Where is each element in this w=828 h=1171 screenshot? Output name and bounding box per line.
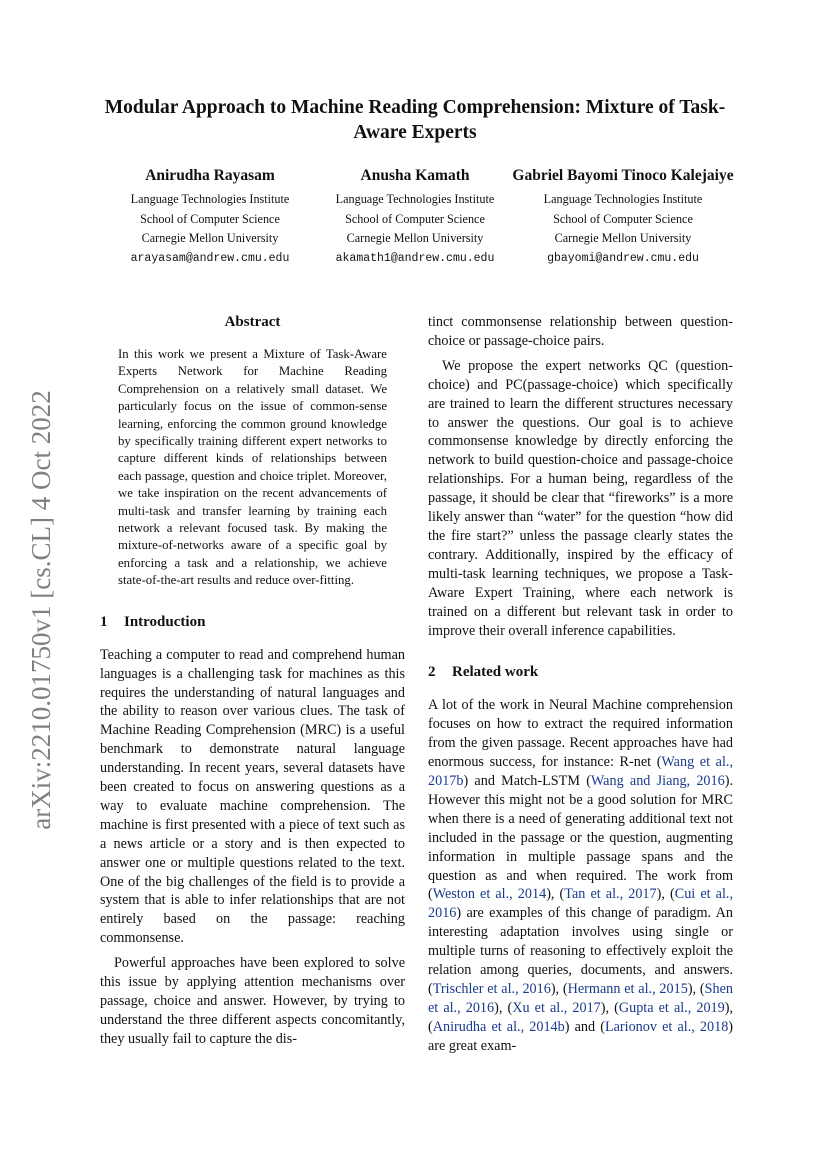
citation-link[interactable]: Wang and Jiang, 2016 [590, 773, 725, 790]
author-block [95, 166, 325, 269]
author-email: akamath1@andrew.cmu.edu [335, 251, 495, 265]
author-name: Anirudha Rayasam [145, 167, 275, 184]
citation-link[interactable]: Weston et al., 2014 [432, 886, 547, 903]
intro-paragraph-continued: tinct commonsense relationship between question-choice or passage-choice pairs. [428, 314, 733, 349]
citation-link[interactable]: Larionov et al., 2018 [604, 1018, 729, 1035]
arxiv-identifier: arXiv:2210.01750v1 [cs.CL] 4 Oct 2022 [26, 390, 56, 830]
citation-link[interactable]: Trischler et al., 2016 [432, 981, 551, 997]
intro-paragraph: We propose the expert networks QC (question-choice) and PC(passage-choice) which specifically are trained to learn the different structures necessary to answer the questions. Our goal is to achieve commonsense knowledge by directly enforcing the network to build question-choice and passage-choice relationships. For a human being, regardless of the passage, it should be clear that “fireworks” is a more likely answer than “water” for the question “how did the fire start?” unless the passage clearly states the contrary. Additionally, inspired by the efficacy of multi-task learning techniques, we propose a Task-Aware Expert Training, where each network is trained on a different but relevant task in order to improve their overall inference capabilities. [428, 357, 733, 639]
author-affiliation: School of Computer Science [345, 211, 485, 226]
right-column [428, 313, 733, 1056]
author-affiliation: Carnegie Mellon University [346, 231, 484, 245]
abstract-text: In this work we present a Mixture of Task-Aware Experts Network for Machine Reading Comprehension on a relatively small dataset. We particularly focus on the issue of common-sense learning, enforcing the common ground knowledge by specifically training different expert networks to capture different kinds of relationships between each passage, question and choice triplet. Moreover, we take inspiration on the recent advancements of multi-task and transfer learning by training each network a relevant focused task. By making the mixture-of-networks aware of a specific goal by enforcing a task and a relationship, we achieve state-of-the-art results and reduce over-fitting. [118, 347, 387, 588]
citation-link[interactable]: Xu et al., 2017 [512, 999, 601, 1016]
section-title: Related work [452, 664, 539, 681]
related-work-paragraph: A lot of the work in Neural Machine comprehension focuses on how to extract the required information from the given passage. Recent approaches have had enormous success, for instance: R-net (Wang et al., 2017b) and Match-LSTM (Wang and Jiang, 2016). However this might not be a good solution for MRC when there is a need of generating additional text not included in the passage or the question, augmenting information in multiple passage spans and the question as and when required. The work from (Weston et al., 2014), (Tan et al., 2017), (Cui et al., 2016) are examples of this change of paradigm. An interesting adaptation involves using single or multiple turns of reasoning to effectively exploit the relation among queries, documents, and answers. (Trischler et al., 2016), (Hermann et al., 2015), (Shen et al., 2016), (Xu et al., 2017), (Gupta et al., 2019), (Anirudha et al., 2014b) and (Larionov et al., 2018) are great exam- [428, 697, 734, 1054]
paper-title: Modular Approach to Machine Reading Comprehension: Mixture of Task-Aware Experts [104, 97, 726, 143]
section-number: 2 [428, 664, 436, 681]
intro-paragraph: Powerful approaches have been explored to solve this issue by applying attention mechanisms over passage, choice and answer. However, by trying to understand the three different aspects concomitantly, they usually fail to capture the dis- [100, 955, 405, 1047]
author-affiliation: Language Technologies Institute [335, 192, 495, 206]
author-affiliation: Language Technologies Institute [130, 192, 290, 206]
section-heading-related-work [428, 662, 733, 682]
author-block [498, 166, 748, 269]
author-block [300, 166, 530, 269]
author-email: arayasam@andrew.cmu.edu [130, 251, 290, 265]
author-affiliation: Language Technologies Institute [543, 192, 703, 206]
author-name: Gabriel Bayomi Tinoco Kalejaiye [512, 167, 734, 184]
citation-link[interactable]: Cui et al., 2016 [428, 886, 734, 922]
arxiv-watermark [20, 370, 60, 850]
intro-paragraph: Teaching a computer to read and comprehend human languages is a challenging task for machines as this requires the understanding of natural languages and the ability to reason over various clues. The task of Machine Reading Comprehension (MRC) is a useful benchmark to demonstrate natural language understanding. In recent years, several datasets have been created to focus on answering questions as a way to evaluate machine comprehension. The machine is first presented with a piece of text such as a news article or a story and is then expected to answer one or multiple questions related to the text. One of the big challenges of the field is to provide a system that is able to infer relationships that are not entirely based on the passage: reaching commonsense. [100, 646, 405, 947]
citation-link[interactable]: Wang et al., 2017b [428, 754, 733, 790]
citation-link[interactable]: Anirudha et al., 2014b [432, 1018, 565, 1035]
author-affiliation: Carnegie Mellon University [554, 231, 692, 245]
section-number: 1 [100, 613, 108, 630]
abstract-heading: Abstract [224, 314, 281, 330]
author-email: gbayomi@andrew.cmu.edu [547, 251, 699, 265]
citation-link[interactable]: Shen et al., 2016 [428, 981, 733, 1016]
citation-link[interactable]: Hermann et al., 2015 [567, 981, 688, 997]
section-heading-introduction [100, 612, 405, 632]
citation-link[interactable]: Gupta et al., 2019 [618, 999, 725, 1016]
author-affiliation: Carnegie Mellon University [141, 231, 279, 245]
left-column [100, 313, 405, 1049]
author-name: Anusha Kamath [360, 167, 470, 184]
author-affiliation: School of Computer Science [553, 211, 693, 226]
section-title: Introduction [124, 613, 206, 630]
author-affiliation: School of Computer Science [140, 211, 280, 226]
citation-link[interactable]: Tan et al., 2017 [564, 886, 657, 903]
